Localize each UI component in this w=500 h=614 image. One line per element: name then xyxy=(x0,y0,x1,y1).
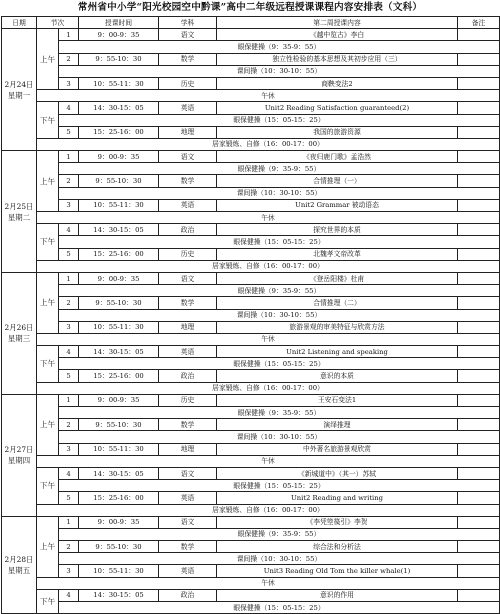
schedule-body xyxy=(2,29,500,614)
class-time: 15：25-16：00 xyxy=(79,248,159,260)
class-remarks xyxy=(458,419,500,431)
period-number: 5 xyxy=(59,248,79,260)
class-remarks xyxy=(458,492,500,504)
class-content: Unit2 Reading Satisfaction guaranteed(2) xyxy=(217,102,458,114)
class-subject: 英语 xyxy=(159,102,217,114)
table-row xyxy=(2,138,500,150)
table-row xyxy=(2,382,500,394)
table-row xyxy=(2,65,500,77)
table-row xyxy=(2,504,500,516)
class-content: 王安石变法1 xyxy=(217,394,458,406)
table-row xyxy=(2,541,500,553)
class-content: 北魏孝文帝改革 xyxy=(217,248,458,260)
session-morning: 上午 xyxy=(37,516,59,577)
class-content: 我国的旅游资源 xyxy=(217,126,458,138)
class-subject: 英语 xyxy=(159,346,217,358)
class-remarks xyxy=(458,346,500,358)
class-remarks xyxy=(458,467,500,479)
class-subject: 历史 xyxy=(159,248,217,260)
table-row xyxy=(2,321,500,333)
break-row-text: 眼保健操（9：35-9：55） xyxy=(59,528,500,540)
class-content: 综合法和分析法 xyxy=(217,541,458,553)
period-number: 3 xyxy=(59,199,79,211)
session-afternoon: 下午 xyxy=(37,346,59,383)
class-time: 9：55-10：30 xyxy=(79,297,159,309)
date-cell xyxy=(2,272,37,394)
class-time: 9：55-10：30 xyxy=(79,175,159,187)
class-content: 中外著名旅游景观欣赏 xyxy=(217,443,458,455)
table-row xyxy=(2,114,500,126)
class-subject: 语文 xyxy=(159,151,217,163)
period-number: 1 xyxy=(59,394,79,406)
session-morning: 上午 xyxy=(37,394,59,455)
date-label: 2月28日 xyxy=(4,554,34,564)
class-remarks xyxy=(458,77,500,89)
period-number: 4 xyxy=(59,102,79,114)
class-time: 14：30-15：05 xyxy=(79,102,159,114)
class-subject: 历史 xyxy=(159,394,217,406)
break-row-text: 眼保健操（15：05-15：25） xyxy=(59,602,500,614)
exercise-row-text: 居家锻炼、自修（16：00-17：00） xyxy=(37,382,500,394)
class-subject: 数学 xyxy=(159,53,217,65)
class-time: 15：25-16：00 xyxy=(79,126,159,138)
class-remarks xyxy=(458,516,500,528)
break-row-text: 眼保健操（15：05-15：25） xyxy=(59,114,500,126)
table-row xyxy=(2,272,500,284)
class-remarks xyxy=(458,565,500,577)
class-content: Unit2 Reading and writing xyxy=(217,492,458,504)
table-row xyxy=(2,528,500,540)
date-label: 2月25日 xyxy=(4,201,34,211)
table-row xyxy=(2,394,500,406)
period-number: 4 xyxy=(59,467,79,479)
exercise-row-text: 居家锻炼、自修（16：00-17：00） xyxy=(37,138,500,150)
class-subject: 数学 xyxy=(159,175,217,187)
exercise-row-text: 居家锻炼、自修（16：00-17：00） xyxy=(37,260,500,272)
class-content: 合情推理（一） xyxy=(217,175,458,187)
class-remarks xyxy=(458,589,500,601)
class-content: 旅游景观的审美特征与欣赏方法 xyxy=(217,321,458,333)
table-row xyxy=(2,102,500,114)
break-row-text: 课间操（10：30-10：55） xyxy=(59,65,500,77)
table-row xyxy=(2,199,500,211)
noon-break-text: 午休 xyxy=(37,212,500,224)
table-row xyxy=(2,285,500,297)
class-time: 15：25-16：00 xyxy=(79,492,159,504)
header-time: 授课时间 xyxy=(79,17,159,29)
period-number: 5 xyxy=(59,370,79,382)
weekday-label: 星期五 xyxy=(7,565,31,575)
class-subject: 数学 xyxy=(159,541,217,553)
class-content: 《越中览古》李白 xyxy=(217,29,458,41)
table-row xyxy=(2,455,500,467)
table-row xyxy=(2,553,500,565)
class-content: 《李凭箜篌引》李贺 xyxy=(217,516,458,528)
table-row xyxy=(2,248,500,260)
class-subject: 历史 xyxy=(159,77,217,89)
table-row xyxy=(2,77,500,89)
table-row xyxy=(2,163,500,175)
class-content: 意识的本质 xyxy=(217,370,458,382)
class-time: 9：00-9：35 xyxy=(79,151,159,163)
table-row xyxy=(2,90,500,102)
noon-break-text: 午休 xyxy=(37,455,500,467)
class-remarks xyxy=(458,321,500,333)
class-content: 商鞅变法2 xyxy=(217,77,458,89)
class-time: 14：30-15：05 xyxy=(79,346,159,358)
header-content: 第二周授课内容 xyxy=(217,17,458,29)
class-remarks xyxy=(458,443,500,455)
session-afternoon: 下午 xyxy=(37,589,59,613)
class-remarks xyxy=(458,370,500,382)
period-number: 2 xyxy=(59,297,79,309)
period-number: 3 xyxy=(59,565,79,577)
noon-break-text: 午休 xyxy=(37,577,500,589)
table-row xyxy=(2,480,500,492)
class-subject: 语文 xyxy=(159,29,217,41)
date-cell xyxy=(2,516,37,614)
class-subject: 语文 xyxy=(159,467,217,479)
class-time: 14：30-15：05 xyxy=(79,589,159,601)
class-content: 《夜归鹿门歌》孟浩然 xyxy=(217,151,458,163)
class-content: Unit2 Grammar 被动语态 xyxy=(217,199,458,211)
class-content: 《新城道中》（其一）苏轼 xyxy=(217,467,458,479)
class-content: 独立性检验的基本思想及其初步应用（三） xyxy=(217,53,458,65)
class-content: 演绎推理 xyxy=(217,419,458,431)
class-content: 探究世界的本质 xyxy=(217,224,458,236)
break-row-text: 课间操（10：30-10：55） xyxy=(59,309,500,321)
table-row xyxy=(2,126,500,138)
class-remarks xyxy=(458,297,500,309)
break-row-text: 眼保健操（15：05-15：25） xyxy=(59,236,500,248)
period-number: 3 xyxy=(59,321,79,333)
period-number: 3 xyxy=(59,443,79,455)
class-remarks xyxy=(458,248,500,260)
class-remarks xyxy=(458,53,500,65)
session-afternoon: 下午 xyxy=(37,224,59,261)
class-time: 9：00-9：35 xyxy=(79,272,159,284)
session-morning: 上午 xyxy=(37,29,59,90)
period-number: 1 xyxy=(59,272,79,284)
period-number: 4 xyxy=(59,224,79,236)
class-time: 10：55-11：30 xyxy=(79,565,159,577)
weekday-label: 星期二 xyxy=(7,212,31,222)
table-row xyxy=(2,492,500,504)
period-number: 2 xyxy=(59,53,79,65)
period-number: 1 xyxy=(59,29,79,41)
period-number: 2 xyxy=(59,541,79,553)
class-time: 9：00-9：35 xyxy=(79,29,159,41)
header-remarks: 备注 xyxy=(458,17,500,29)
date-cell xyxy=(2,151,37,273)
table-row xyxy=(2,236,500,248)
class-time: 14：30-15：05 xyxy=(79,224,159,236)
class-time: 9：55-10：30 xyxy=(79,419,159,431)
header-date: 日期 xyxy=(2,17,37,29)
weekday-label: 星期四 xyxy=(7,456,31,466)
table-row xyxy=(2,151,500,163)
class-time: 10：55-11：30 xyxy=(79,321,159,333)
break-row-text: 眼保健操（15：05-15：25） xyxy=(59,480,500,492)
table-row xyxy=(2,53,500,65)
session-morning: 上午 xyxy=(37,272,59,333)
class-subject: 英语 xyxy=(159,565,217,577)
date-label: 2月26日 xyxy=(4,323,34,333)
class-subject: 数学 xyxy=(159,297,217,309)
table-row xyxy=(2,419,500,431)
class-content: 合情推理（二） xyxy=(217,297,458,309)
class-remarks xyxy=(458,151,500,163)
class-subject: 地理 xyxy=(159,126,217,138)
date-cell xyxy=(2,29,37,151)
break-row-text: 课间操（10：30-10：55） xyxy=(59,431,500,443)
period-number: 4 xyxy=(59,346,79,358)
period-number: 1 xyxy=(59,151,79,163)
class-time: 9：55-10：30 xyxy=(79,541,159,553)
class-subject: 政治 xyxy=(159,224,217,236)
class-remarks xyxy=(458,102,500,114)
class-remarks xyxy=(458,29,500,41)
break-row-text: 眼保健操（9：35-9：55） xyxy=(59,285,500,297)
table-row xyxy=(2,516,500,528)
table-row xyxy=(2,358,500,370)
period-number: 2 xyxy=(59,419,79,431)
break-row-text: 眼保健操（9：35-9：55） xyxy=(59,163,500,175)
class-subject: 地理 xyxy=(159,443,217,455)
class-remarks xyxy=(458,126,500,138)
class-time: 10：55-11：30 xyxy=(79,443,159,455)
document-title: 常州省中小学“阳光校园空中黔课”高中二年级远程授课课程内容安排表（文科） xyxy=(77,2,423,13)
class-subject: 政治 xyxy=(159,370,217,382)
period-number: 5 xyxy=(59,492,79,504)
class-subject: 英语 xyxy=(159,199,217,211)
period-number: 4 xyxy=(59,589,79,601)
class-time: 9：00-9：35 xyxy=(79,516,159,528)
class-remarks xyxy=(458,199,500,211)
weekday-label: 星期一 xyxy=(7,90,31,100)
class-remarks xyxy=(458,224,500,236)
class-subject: 语文 xyxy=(159,516,217,528)
class-subject: 政治 xyxy=(159,589,217,601)
table-row xyxy=(2,407,500,419)
table-row xyxy=(2,431,500,443)
noon-break-text: 午休 xyxy=(37,90,500,102)
table-row xyxy=(2,29,500,41)
period-number: 5 xyxy=(59,126,79,138)
date-cell xyxy=(2,394,37,516)
table-row xyxy=(2,212,500,224)
session-afternoon: 下午 xyxy=(37,467,59,504)
table-row xyxy=(2,175,500,187)
table-row xyxy=(2,370,500,382)
table-row xyxy=(2,443,500,455)
table-row xyxy=(2,41,500,53)
class-time: 9：00-9：35 xyxy=(79,394,159,406)
class-subject: 数学 xyxy=(159,419,217,431)
header-row xyxy=(2,17,500,29)
period-number: 1 xyxy=(59,516,79,528)
class-content: Unit3 Reading Old Tom the killer whale(1) xyxy=(217,565,458,577)
class-remarks xyxy=(458,394,500,406)
class-time: 14：30-15：05 xyxy=(79,467,159,479)
table-row xyxy=(2,346,500,358)
class-content: 意识的作用 xyxy=(217,589,458,601)
class-subject: 英语 xyxy=(159,492,217,504)
class-remarks xyxy=(458,541,500,553)
session-morning: 上午 xyxy=(37,151,59,212)
exercise-row-text: 居家锻炼、自修（16：00-17：00） xyxy=(37,504,500,516)
table-row xyxy=(2,309,500,321)
class-time: 10：55-11：30 xyxy=(79,199,159,211)
table-row xyxy=(2,589,500,601)
class-time: 10：55-11：30 xyxy=(79,77,159,89)
break-row-text: 课间操（10：30-10：55） xyxy=(59,553,500,565)
schedule-table xyxy=(1,16,500,614)
date-label: 2月24日 xyxy=(4,79,34,89)
table-row xyxy=(2,297,500,309)
table-row xyxy=(2,224,500,236)
weekday-label: 星期三 xyxy=(7,334,31,344)
class-remarks xyxy=(458,272,500,284)
noon-break-text: 午休 xyxy=(37,333,500,345)
class-subject: 地理 xyxy=(159,321,217,333)
break-row-text: 眼保健操（15：05-15：25） xyxy=(59,358,500,370)
table-row xyxy=(2,467,500,479)
table-row xyxy=(2,187,500,199)
class-subject: 语文 xyxy=(159,272,217,284)
table-row xyxy=(2,333,500,345)
period-number: 3 xyxy=(59,77,79,89)
table-row xyxy=(2,260,500,272)
session-afternoon: 下午 xyxy=(37,102,59,139)
class-time: 9：55-10：30 xyxy=(79,53,159,65)
class-content: 《登岳阳楼》杜甫 xyxy=(217,272,458,284)
class-content: Unit2 Listening and speaking xyxy=(217,346,458,358)
break-row-text: 眼保健操（9：35-9：55） xyxy=(59,407,500,419)
class-time: 15：25-16：00 xyxy=(79,370,159,382)
table-row xyxy=(2,602,500,614)
table-row xyxy=(2,565,500,577)
date-label: 2月27日 xyxy=(4,445,34,455)
break-row-text: 眼保健操（9：35-9：55） xyxy=(59,41,500,53)
header-subject: 学科 xyxy=(159,17,217,29)
break-row-text: 课间操（10：30-10：55） xyxy=(59,187,500,199)
table-row xyxy=(2,577,500,589)
period-number: 2 xyxy=(59,175,79,187)
header-period: 节次 xyxy=(37,17,79,29)
class-remarks xyxy=(458,175,500,187)
